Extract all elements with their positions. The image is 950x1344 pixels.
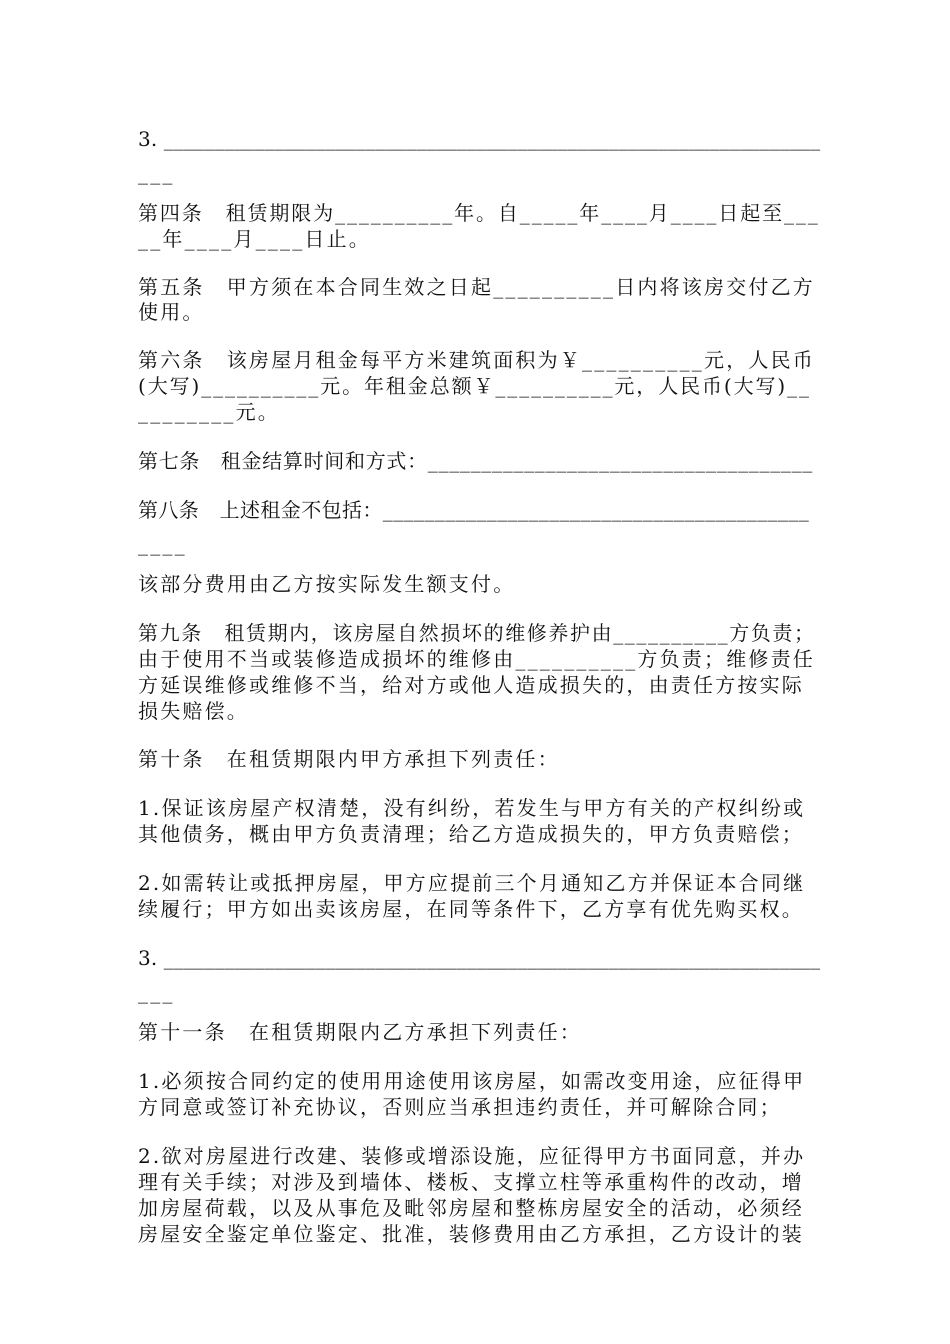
clause-6-line-1: 第六条 该房屋月租金每平方米建筑面积为￥__________元，人民币 [138, 348, 815, 372]
clause-10-item-2-line-1: 2.如需转让或抵押房屋，甲方应提前三个月通知乙方并保证本合同继 [138, 871, 806, 895]
clause-8-line-2: ____ [138, 532, 187, 556]
clause-11-item-2-line-1: 2.欲对房屋进行改建、装修或增添设施，应征得甲方书面同意，并办 [138, 1144, 806, 1168]
blank-continuation: ___ [138, 161, 175, 185]
clause-9-line-4: 损失赔偿。 [138, 699, 249, 723]
clause-6-line-2: (大写)__________元。年租金总额￥__________元，人民币(大写)__ [138, 374, 811, 398]
clause-9-line-3: 方延误维修或维修不当，给对方或他人造成损失的，由责任方按实际 [138, 673, 804, 697]
clause-10-heading: 第十条 在租赁期限内甲方承担下列责任： [138, 747, 560, 771]
clause-10-item-1-line-1: 1.保证该房屋产权清楚，没有纠纷，若发生与甲方有关的产权纠纷或 [138, 796, 806, 820]
clause-11-item-1-line-2: 方同意或签订补充协议，否则应当承担违约责任，并可解除合同； [138, 1095, 782, 1119]
clause-11-heading: 第十一条 在租赁期限内乙方承担下列责任： [138, 1020, 582, 1044]
clause-9-line-2: 由于使用不当或装修造成损坏的维修由__________方负责；维修责任 [138, 647, 815, 671]
clause-11-item-2-line-2: 理有关手续；对涉及到墙体、楼板、支撑立柱等承重构件的改动，增 [138, 1170, 804, 1194]
clause-5-line-2: 使用。 [138, 300, 205, 324]
blank-continuation-2: ___ [138, 980, 175, 1004]
clause-11-item-1-line-1: 1.必须按合同约定的使用用途使用该房屋，如需改变用途，应征得甲 [138, 1069, 806, 1093]
clause-10-item-1-line-2: 其他债务，概由甲方负责清理；给乙方造成损失的，甲方负责赔偿； [138, 822, 804, 846]
clause-8-note: 该部分费用由乙方按实际发生额支付。 [138, 572, 516, 596]
clause-10-item-3: 3. _________________________________________________________________ [138, 946, 821, 970]
clause-10-item-3-blank: 3. _________________________________________________________________ [138, 127, 821, 151]
clause-4-line-1: 第四条 租赁期限为__________年。自_____年____月____日起至___ [138, 201, 820, 225]
clause-5-line-1: 第五条 甲方须在本合同生效之日起__________日内将该房交付乙方 [138, 275, 815, 299]
clause-11-item-2-line-3: 加房屋荷载，以及从事危及毗邻房屋和整栋房屋安全的活动，必须经 [138, 1196, 804, 1220]
clause-6-line-3: ________元。 [138, 400, 280, 424]
clause-10-item-2-line-2: 续履行；甲方如出卖该房屋，在同等条件下，乙方享有优先购买权。 [138, 897, 804, 921]
clause-8-line-1: 第八条 上述租金不包括：_________________________________________ [138, 498, 810, 522]
clause-9-line-1: 第九条 租赁期内，该房屋自然损坏的维修养护由__________方负责； [138, 621, 816, 645]
clause-4-line-2: __年____月____日止。 [138, 227, 371, 251]
clause-11-item-2-line-4: 房屋安全鉴定单位鉴定、批准，装修费用由乙方承担，乙方设计的装 [138, 1222, 804, 1246]
clause-7: 第七条 租金结算时间和方式：____________________________________ [138, 449, 813, 473]
